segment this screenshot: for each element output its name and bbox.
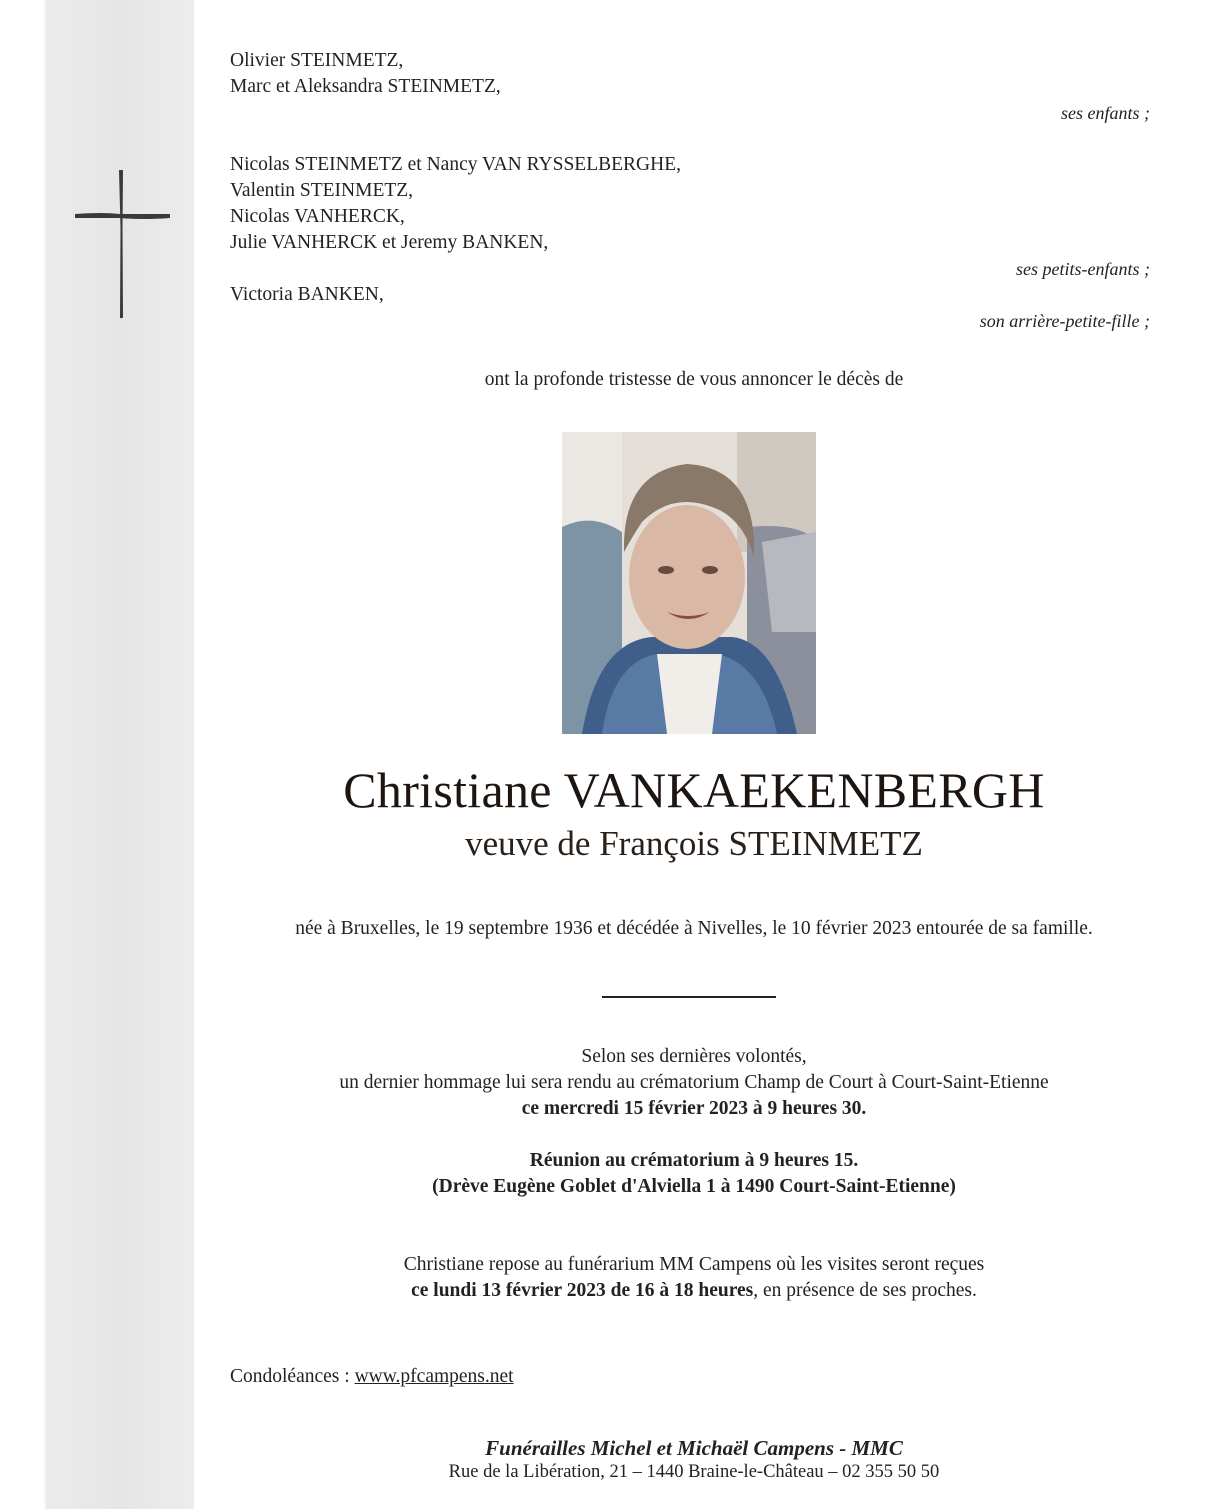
meeting-address: (Drève Eugène Goblet d'Alviella 1 à 1490 Court-Saint-Etienne): [432, 1176, 956, 1197]
divider: [602, 996, 776, 998]
great-grandchild-role: son arrière-petite-fille ;: [979, 311, 1150, 331]
meeting-time: Réunion au crématorium à 9 heures 15.: [529, 1150, 859, 1171]
grandchild-name: Nicolas STEINMETZ et Nancy VAN RYSSELBERGHE,: [230, 154, 682, 175]
children-role: ses enfants ;: [1061, 103, 1150, 123]
widow-of: veuve de François STEINMETZ: [465, 824, 923, 863]
child-name: Olivier STEINMETZ,: [230, 50, 404, 71]
cross-icon: [72, 168, 172, 320]
birth-death-dates: née à Bruxelles, le 19 septembre 1936 et décédée à Nivelles, le 10 février 2023 entourée de sa famille.: [295, 918, 1093, 939]
announcement: ont la profonde tristesse de vous annoncer le décès de: [484, 369, 904, 390]
ceremony-info: [194, 1044, 1194, 1122]
footer-company: Funérailles Michel et Michaël Campens - MMC: [485, 1436, 903, 1460]
grandchildren-role: ses petits-enfants ;: [1016, 259, 1150, 279]
visits-line: [194, 1278, 1194, 1304]
child-name: Marc et Aleksandra STEINMETZ,: [230, 76, 501, 97]
meeting-info: [194, 1148, 1194, 1200]
portrait-photo: [562, 432, 816, 734]
condolences: [230, 1366, 514, 1388]
grandchild-name: Nicolas VANHERCK,: [230, 206, 405, 227]
visits-line: Christiane repose au funérarium MM Campens où les visites seront reçues: [403, 1254, 985, 1275]
grandchild-name: Valentin STEINMETZ,: [230, 180, 414, 201]
condolences-link[interactable]: www.pfcampens.net: [354, 1366, 514, 1387]
family-list: [230, 48, 1150, 334]
great-grandchild-name: Victoria BANKEN,: [230, 284, 384, 305]
ceremony-line: Selon ses dernières volontés,: [581, 1046, 807, 1067]
visits-info: [194, 1252, 1194, 1304]
visits-rest: , en présence de ses proches.: [753, 1280, 977, 1301]
ceremony-line: un dernier hommage lui sera rendu au crématorium Champ de Court à Court-Saint-Etienne: [339, 1072, 1049, 1093]
deceased-name: Christiane VANKAEKENBERGH: [343, 762, 1045, 818]
visits-date: ce lundi 13 février 2023 de 16 à 18 heures: [411, 1280, 754, 1301]
footer-address: Rue de la Libération, 21 – 1440 Braine-le-Château – 02 355 50 50: [448, 1462, 940, 1482]
ceremony-date: ce mercredi 15 février 2023 à 9 heures 30.: [521, 1098, 867, 1119]
grandchild-name: Julie VANHERCK et Jeremy BANKEN,: [230, 232, 549, 253]
condolences-label: Condoléances :: [230, 1366, 355, 1387]
